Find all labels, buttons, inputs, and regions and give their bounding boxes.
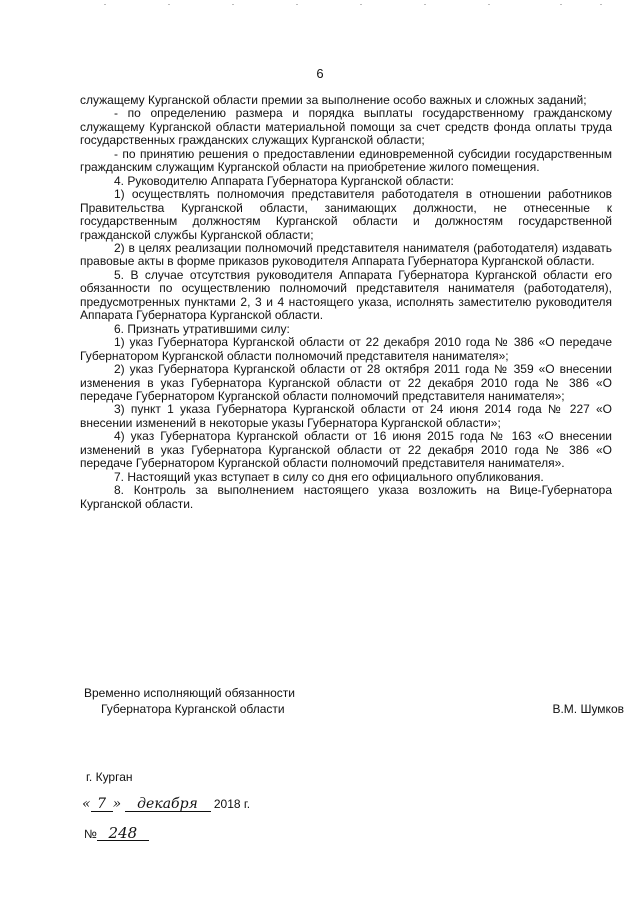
paragraph: 4. Руководителю Аппарата Губернатора Курганской области: <box>114 173 454 188</box>
paragraph: 8. Контроль за выполнением настоящего указа возложить на Вице-Губернатора Курганской области. <box>80 483 612 511</box>
paragraph: 5. В случае отсутствия руководителя Аппарата Губернатора Курганской области его обязанности по осуществлению полномочий представителя нанимателя (работодателя), предусмотренных пунктами 2, 3 и 4 настоящего указа, исполнять заместителю руководителя Аппарата Губернатора Курганской области. <box>80 267 612 323</box>
paragraph: 1) указ Губернатора Курганской области от 22 декабря 2010 года № 386 «О передаче Губернатором Курганской области полномочий представителя нанимателя»; <box>80 335 612 363</box>
paragraph: - по принятию решения о предоставлении единовременной субсидии государственным гражданским служащим Курганской области на приобретение жилого помещения. <box>80 146 612 175</box>
paragraph: 2) указ Губернатора Курганской области от 28 октября 2011 года № 359 «О внесении изменения в указ Губернатора Курганской области от 22 декабря 2010 года № 386 «О передаче Губернатором Курганской области полномочий представителя нанимателя»; <box>80 362 612 403</box>
date-day: 7 <box>91 797 113 812</box>
number-sign: № <box>84 827 97 841</box>
paragraph: 1) осуществлять полномочия представителя работодателя в отношении работников Правительства Курганской области, занимающих должности, не отнесенные к государственным должностям Курганской области и должностям государственной гражданской службы Курганской области; <box>80 187 612 242</box>
body-text <box>80 94 612 511</box>
paragraph: 7. Настоящий указ вступает в силу со дня его официального опубликования. <box>114 469 544 484</box>
paragraph: 4) указ Губернатора Курганской области от 16 июня 2015 года № 163 «О внесении изменений в указ Губернатора Курганской области от 22 декабря 2010 года № 386 «О передаче Губернатором Курганской области полномочий представителя нанимателя». <box>80 429 612 471</box>
document-number <box>84 826 149 842</box>
date-year: 2018 г. <box>213 797 251 811</box>
scan-artifacts <box>0 4 640 8</box>
paragraph: - по определению размера и порядка выплаты государственному гражданскому служащему Курганской области материальной помощи за счет средств фонда оплаты труда государственных гражданских служащих Курганской области; <box>80 106 612 148</box>
date-open-quote: « <box>82 796 91 812</box>
issue-date <box>82 796 250 812</box>
issue-place: г. Курган <box>86 770 133 784</box>
signatory-position-line2: Губернатора Курганской области <box>101 702 285 716</box>
paragraph: служащему Курганской области премии за выполнение особо важных и сложных заданий; <box>80 93 587 107</box>
paragraph: 2) в целях реализации полномочий представителя нанимателя (работодателя) издавать правовые акты в форме приказов руководителя Аппарата Губернатора Курганской области. <box>80 240 612 269</box>
paragraph: 6. Признать утратившими силу: <box>114 321 290 336</box>
signatory-name: В.М. Шумков <box>552 702 624 716</box>
date-month: декабря <box>125 797 211 812</box>
date-close-quote: » <box>112 796 122 812</box>
signatory-position <box>84 685 404 717</box>
paragraph: 3) пункт 1 указа Губернатора Курганской области от 24 июня 2014 года № 227 «О внесении изменений в некоторые указы Губернатора Курганской области»; <box>80 402 612 430</box>
signatory-position-line1: Временно исполняющий обязанности <box>84 686 295 700</box>
number-value: 248 <box>97 826 149 841</box>
page-number: 6 <box>316 66 324 81</box>
